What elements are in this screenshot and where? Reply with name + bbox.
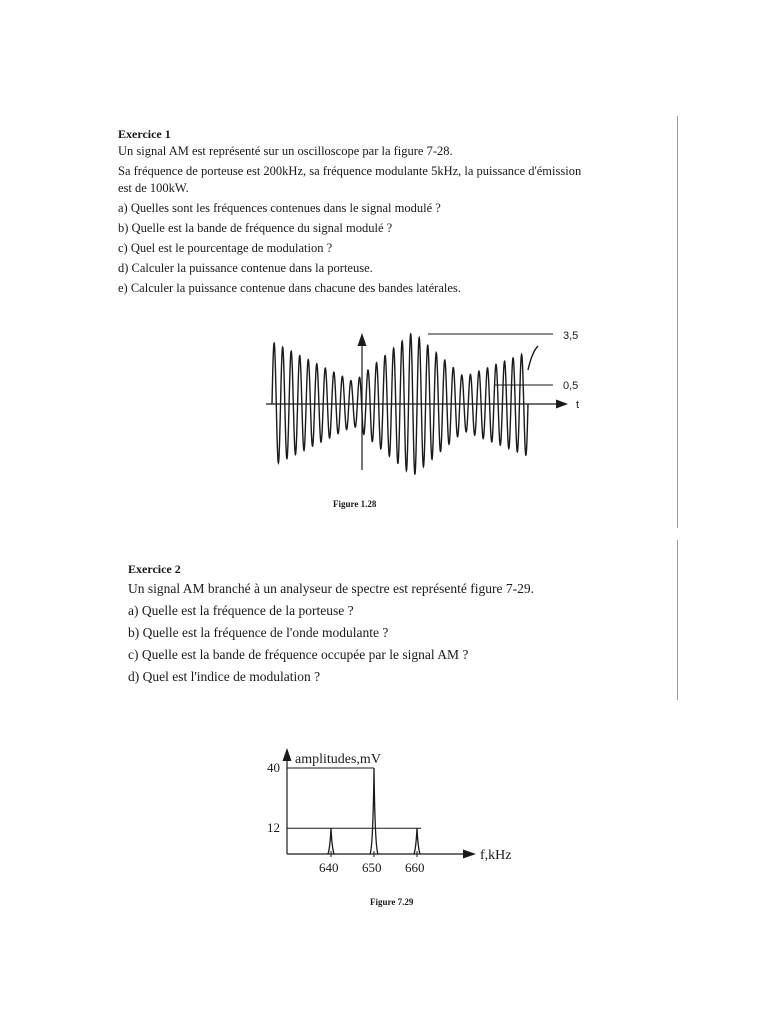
exercise-1-intro-line-1: Un signal AM est représenté sur un oscilloscope par la figure 7-28. [118, 144, 453, 158]
figure-2-caption: Figure 7.29 [370, 897, 414, 907]
y-tick-label-12: 12 [267, 820, 280, 836]
spectrum-lines-group [267, 760, 425, 875]
exercise-1-question-c: c) Quel est le pourcentage de modulation ? [118, 241, 333, 255]
x-tick-label-660: 660 [405, 860, 425, 875]
exercise-1-question-a: a) Quelles sont les fréquences contenues dans le signal modulé ? [118, 201, 441, 215]
spectral-line-660 [414, 828, 420, 854]
spectral-line-650 [370, 768, 378, 854]
exercise-2-intro: Un signal AM branché à un analyseur de spectre est représenté figure 7-29. [128, 581, 534, 596]
x-tick-label-650: 650 [362, 860, 382, 875]
level-high-label: 3,5 [563, 330, 579, 342]
exercise-2-question-b: b) Quelle est la fréquence de l'onde modulante ? [128, 625, 389, 640]
amplitude-axis-spectrum-arrowhead [283, 748, 292, 761]
exercise-2-title: Exercice 2 [128, 562, 181, 576]
amplitude-axis-title: amplitudes,mV [295, 752, 381, 767]
y-tick-label-40: 40 [267, 760, 280, 775]
exercise-1-question-b: b) Quelle est la bande de fréquence du signal modulé ? [118, 221, 393, 235]
exercise-2-question-c: c) Quelle est la bande de fréquence occupée par le signal AM ? [128, 647, 469, 662]
exercise-2-question-a: a) Quelle est la fréquence de la porteuse ? [128, 603, 354, 618]
exercise-1-title: Exercice 1 [118, 127, 171, 141]
exercise-1-intro-line-3: est de 100kW. [118, 181, 189, 195]
level-low-label: 0,5 [563, 380, 579, 392]
figure-1-caption: Figure 1.28 [333, 499, 377, 509]
x-tick-label-640: 640 [319, 860, 339, 875]
spectral-line-640 [328, 828, 334, 854]
exercise-1-question-e: e) Calculer la puissance contenue dans chacune des bandes latérales. [118, 281, 461, 295]
exercise-1-question-d: d) Calculer la puissance contenue dans la porteuse. [118, 261, 373, 275]
frequency-axis-arrowhead [463, 850, 476, 859]
exercise-2-question-d: d) Quel est l'indice de modulation ? [128, 669, 321, 684]
frequency-axis-title: f,kHz [480, 848, 512, 863]
exercise-1-intro-line-2: Sa fréquence de porteuse est 200kHz, sa fréquence modulante 5kHz, la puissance d'émission [118, 164, 582, 178]
time-axis-label: t [576, 399, 580, 411]
